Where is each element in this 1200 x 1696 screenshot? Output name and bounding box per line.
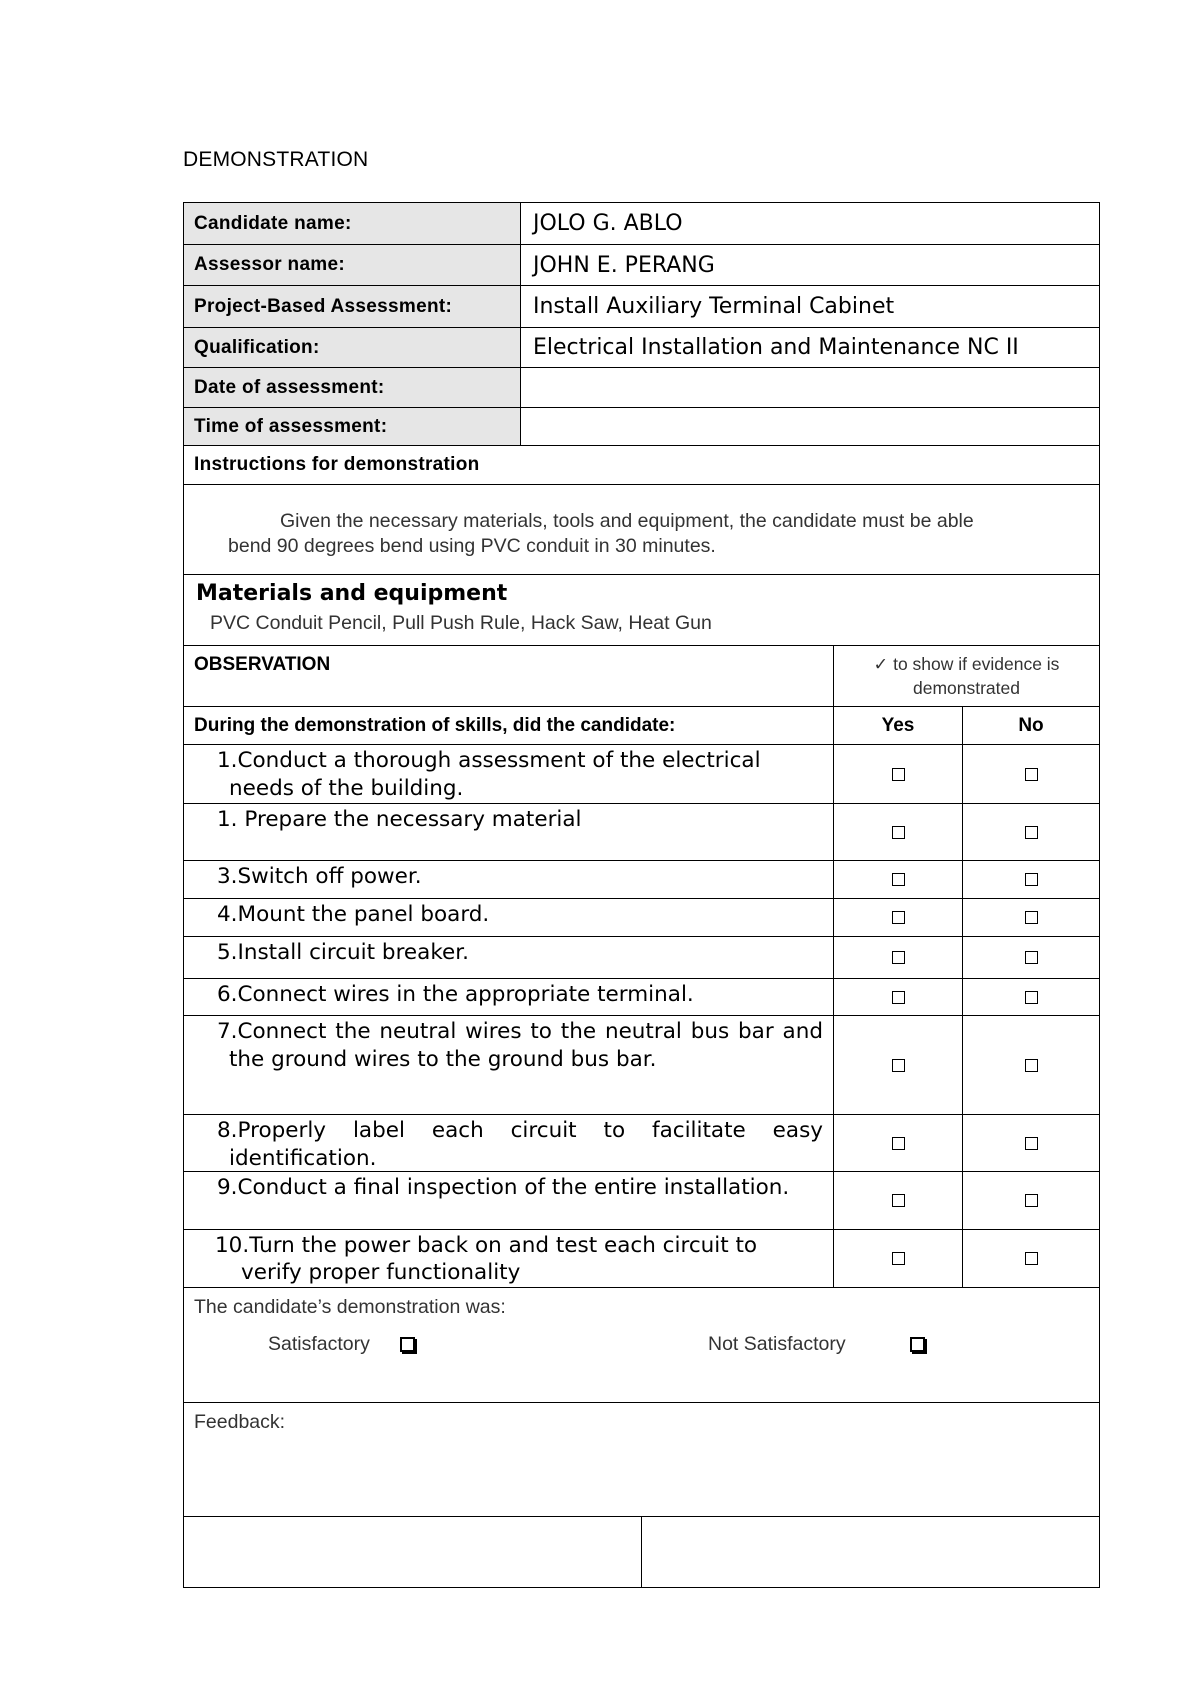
item-number: 6.	[217, 982, 238, 1007]
item-text	[184, 804, 834, 860]
project-row	[183, 285, 1100, 327]
checklist-item	[183, 978, 1100, 1015]
time-value[interactable]	[521, 408, 1099, 445]
checklist-item	[183, 1229, 1100, 1287]
item-number: 1.	[217, 748, 238, 773]
no-cell	[963, 979, 1099, 1015]
item-label: Mount the panel board.	[237, 902, 490, 927]
yes-header: Yes	[834, 707, 963, 744]
instructions-line-2: bend 90 degrees bend using PVC conduit in 30 minutes.	[228, 535, 716, 557]
satisfactory-option[interactable]	[268, 1333, 708, 1356]
checklist-item	[183, 744, 1100, 803]
feedback-row	[183, 1402, 1100, 1516]
item-label: Switch off power.	[237, 864, 422, 889]
no-cell	[963, 745, 1099, 803]
result-prompt: The candidate’s demonstration was:	[194, 1296, 506, 1318]
yes-cell	[834, 937, 963, 978]
item-number: 10.	[215, 1233, 250, 1258]
yes-checkbox[interactable]	[892, 873, 905, 886]
assessor-value[interactable]: JOHN E. PERANG	[533, 252, 715, 278]
item-number: 7.	[217, 1019, 238, 1044]
no-checkbox[interactable]	[1025, 1137, 1038, 1150]
yes-cell	[834, 1172, 963, 1229]
result-row	[183, 1287, 1100, 1402]
qualification-label: Qualification:	[184, 328, 521, 367]
yes-checkbox[interactable]	[892, 768, 905, 781]
time-label: Time of assessment:	[184, 408, 521, 445]
yes-cell	[834, 804, 963, 860]
project-label: Project-Based Assessment:	[184, 286, 521, 327]
item-number: 8.	[217, 1118, 238, 1143]
item-text	[184, 937, 834, 978]
instructions-line-1: Given the necessary materials, tools and equipment, the candidate must be able	[280, 510, 974, 532]
no-cell	[963, 1172, 1099, 1229]
not-satisfactory-checkbox[interactable]	[910, 1337, 925, 1352]
no-checkbox[interactable]	[1025, 826, 1038, 839]
no-cell	[963, 804, 1099, 860]
date-value[interactable]	[521, 368, 1099, 407]
yes-checkbox[interactable]	[892, 1059, 905, 1072]
checklist-item	[183, 860, 1100, 898]
assessor-row	[183, 244, 1100, 285]
instructions-text	[184, 485, 994, 574]
item-label: Properly label each circuit to facilitate easy identification.	[229, 1118, 823, 1171]
item-number: 9.	[217, 1175, 238, 1200]
no-checkbox[interactable]	[1025, 1252, 1038, 1265]
yes-checkbox[interactable]	[892, 951, 905, 964]
page-title: DEMONSTRATION	[183, 148, 369, 171]
no-checkbox[interactable]	[1025, 873, 1038, 886]
materials-block	[184, 575, 724, 645]
instructions-heading-row	[183, 445, 1100, 484]
materials-heading: Materials and equipment	[196, 581, 508, 606]
item-label: Install circuit breaker.	[237, 940, 469, 965]
yes-cell	[834, 745, 963, 803]
item-label: Conduct a thorough assessment of the electrical needs of the building.	[229, 748, 761, 801]
no-checkbox[interactable]	[1025, 951, 1038, 964]
time-row	[183, 407, 1100, 445]
yes-cell	[834, 1115, 963, 1171]
instructions-heading: Instructions for demonstration	[194, 454, 480, 475]
no-cell	[963, 1230, 1099, 1287]
item-text	[184, 899, 834, 936]
checklist-item	[183, 936, 1100, 978]
yes-cell	[834, 861, 963, 898]
not-satisfactory-label: Not Satisfactory	[708, 1333, 846, 1355]
observation-note-line-1: to show if evidence is	[893, 654, 1060, 674]
yes-checkbox[interactable]	[892, 1252, 905, 1265]
feedback-field[interactable]	[184, 1403, 295, 1516]
no-checkbox[interactable]	[1025, 1059, 1038, 1072]
yes-checkbox[interactable]	[892, 991, 905, 1004]
materials-row	[183, 574, 1100, 645]
result-block	[184, 1288, 935, 1402]
item-number: 1.	[217, 807, 245, 832]
yes-cell	[834, 979, 963, 1015]
item-text	[184, 745, 834, 803]
no-checkbox[interactable]	[1025, 1194, 1038, 1207]
item-number: 5.	[217, 940, 238, 965]
not-satisfactory-option[interactable]	[708, 1333, 925, 1356]
candidate-value[interactable]: JOLO G. ABLO	[533, 211, 683, 236]
assessment-form	[183, 202, 1100, 1588]
no-cell	[963, 899, 1099, 936]
question-text: During the demonstration of skills, did the candidate:	[184, 707, 834, 744]
checkmark-icon: ✓	[873, 654, 889, 674]
checklist-item	[183, 1114, 1100, 1171]
item-label: Connect the neutral wires to the neutral bus bar and the ground wires to the ground bus bar.	[229, 1019, 823, 1072]
item-text	[184, 1115, 834, 1171]
item-text	[184, 1172, 834, 1229]
materials-list: PVC Conduit Pencil, Pull Push Rule, Hack Saw, Heat Gun	[210, 612, 712, 634]
candidate-label: Candidate name:	[184, 203, 521, 244]
item-label: Prepare the necessary material	[244, 807, 582, 832]
feedback-label: Feedback:	[194, 1411, 286, 1433]
qualification-value[interactable]: Electrical Installation and Maintenance NC II	[533, 335, 1019, 360]
observation-note-line-2: demonstrated	[912, 678, 1020, 698]
checklist-item	[183, 898, 1100, 936]
item-text	[184, 1016, 834, 1114]
item-label: Turn the power back on and test each circuit to verify proper functionality	[241, 1233, 758, 1285]
checklist-item	[183, 1171, 1100, 1229]
satisfactory-label: Satisfactory	[268, 1333, 370, 1355]
no-checkbox[interactable]	[1025, 768, 1038, 781]
candidate-row	[183, 202, 1100, 244]
item-number: 3.	[217, 864, 238, 889]
yes-checkbox[interactable]	[892, 1194, 905, 1207]
satisfactory-checkbox[interactable]	[400, 1337, 415, 1352]
project-value[interactable]: Install Auxiliary Terminal Cabinet	[533, 294, 895, 319]
yes-cell	[834, 899, 963, 936]
signature-cell-left[interactable]	[184, 1517, 642, 1587]
yes-cell	[834, 1230, 963, 1287]
observation-note	[834, 646, 1099, 706]
yes-checkbox[interactable]	[892, 911, 905, 924]
instructions-body-row	[183, 484, 1100, 574]
date-label: Date of assessment:	[184, 368, 521, 407]
no-checkbox[interactable]	[1025, 911, 1038, 924]
item-text	[184, 861, 834, 898]
item-text	[184, 979, 834, 1015]
yes-checkbox[interactable]	[892, 1137, 905, 1150]
date-row	[183, 367, 1100, 407]
qualification-row	[183, 327, 1100, 367]
item-label: Conduct a final inspection of the entire installation.	[237, 1175, 790, 1200]
observation-heading: OBSERVATION	[184, 646, 834, 706]
question-row	[183, 706, 1100, 744]
no-cell	[963, 937, 1099, 978]
assessor-label: Assessor name:	[184, 245, 521, 285]
item-text	[184, 1230, 834, 1287]
no-cell	[963, 1115, 1099, 1171]
observation-row	[183, 645, 1100, 706]
signature-cell-right[interactable]	[642, 1517, 1099, 1587]
no-cell	[963, 861, 1099, 898]
item-label: Connect wires in the appropriate terminal.	[237, 982, 694, 1007]
no-checkbox[interactable]	[1025, 991, 1038, 1004]
yes-checkbox[interactable]	[892, 826, 905, 839]
no-header: No	[1018, 714, 1044, 736]
signature-row	[183, 1516, 1100, 1588]
checklist-item	[183, 803, 1100, 860]
yes-cell	[834, 1016, 963, 1114]
item-number: 4.	[217, 902, 238, 927]
checklist-item	[183, 1015, 1100, 1114]
no-cell	[963, 1016, 1099, 1114]
